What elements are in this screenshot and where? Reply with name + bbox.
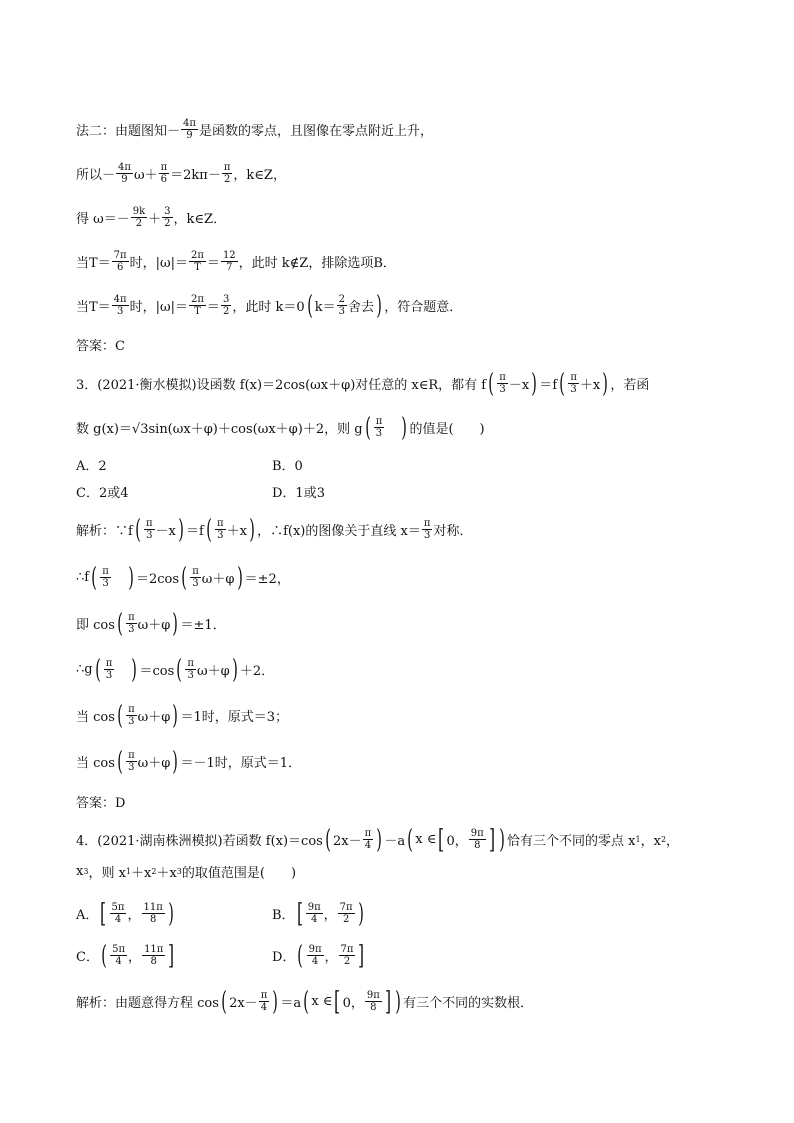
fraction-denominator: 3 [187,670,194,681]
math-text: ＝2cos [135,572,180,587]
math-text: 当 cos [76,756,115,771]
math-text: ， [323,908,337,923]
math-text: A． [76,908,99,923]
fraction [126,704,137,727]
math-text: ＋x [579,378,601,393]
bracket: ) [172,700,179,731]
math-text: 0， [342,996,364,1011]
fraction [112,250,129,273]
bracket: ( [407,824,413,855]
q4-option-c [76,940,177,971]
fraction-denominator: 9 [121,174,128,185]
math-text: ，符合题意． [384,300,463,315]
fraction-numerator: π [223,162,231,173]
bracket: ] [384,986,391,1017]
math-text: ω＋φ [197,664,230,679]
q3-solution-5 [76,700,289,731]
math-text: 4．(2021·湖南株洲模拟)若函数 f(x)＝cos [76,834,323,849]
method2-line2 [76,162,286,185]
fraction-numerator: 2π [190,250,204,261]
math-text: 法二：由题图知－ [76,124,181,139]
fraction [131,206,147,229]
math-text: ＝cos [139,664,175,679]
fraction [144,518,155,541]
fraction [568,372,579,395]
bracket: ] [358,940,365,971]
fraction-numerator: 3 [164,206,171,217]
fraction-numerator: 4π [113,294,127,305]
fraction-numerator: 5π [112,944,126,955]
math-text: 时，|ω|＝ [129,300,188,315]
fraction-numerator: 4π [118,162,131,173]
math-text: 解析：由题意得方程 cos [76,996,219,1011]
fraction-denominator: 3 [499,384,506,395]
bracket: ) [531,368,538,399]
fraction-denominator: 4 [114,914,122,925]
bracket: ) [168,898,174,929]
fraction-denominator: 3 [423,530,431,541]
math-text: 得 ω＝－ [76,212,130,227]
fraction-numerator: π [364,828,372,839]
math-text: 恰有三个不同的零点 x [507,834,636,849]
fraction [306,902,323,925]
fraction [365,990,382,1013]
math-text: 1 [125,867,131,876]
fraction [307,944,324,967]
fraction-denominator: 4 [364,840,372,851]
math-text: k＝ [314,300,336,315]
method2-line4 [76,250,396,273]
fraction-numerator: 11π [144,944,164,955]
math-text: ， [128,950,142,965]
bracket: ) [401,412,408,443]
answer-d [76,792,125,811]
bracket: ( [221,986,227,1017]
fraction-numerator: π [423,518,431,529]
fraction-denominator: 3 [570,384,577,395]
fraction-numerator: π [192,566,199,577]
bracket: ( [303,986,310,1017]
fraction [190,566,201,589]
math-text: D． [272,950,296,965]
math-text: 2 [660,835,667,844]
math-text: ， [324,950,338,965]
math-text: 数 g(x)＝√3sin(ωx＋φ)＋cos(ωx＋φ)＋2，则 g [76,422,363,437]
math-text: 即 cos [76,618,115,633]
fraction-denominator: 4 [260,1002,268,1013]
q4-option-d [272,940,367,971]
bracket: ( [117,746,123,777]
math-text: ，此时 k＝0 [232,300,305,315]
fraction-numerator: π [145,518,153,529]
fraction-denominator: 2 [135,218,143,229]
math-text: ＝f [186,524,204,539]
math-text: B． [272,908,295,923]
bracket: [ [100,898,107,929]
q3-options-row2b [272,482,325,501]
fraction-denominator: 4 [115,956,122,967]
math-text: 当T＝ [76,300,111,315]
option-b: B．0 [272,459,303,474]
q3-solution-4 [76,654,275,685]
math-text: －a [384,834,406,849]
q3-solution-2 [76,562,290,593]
math-text: －x [155,524,176,539]
fraction [189,294,206,317]
math-text: 时，|ω|＝ [129,256,188,271]
bracket: ) [172,746,179,777]
bracket: ( [117,608,123,639]
math-text: ω＋φ [137,710,171,725]
fraction-numerator: 3 [222,294,230,305]
fraction [110,944,127,967]
math-text: ＝a [280,996,302,1011]
math-text: ω＋φ [137,618,171,633]
option-d: D．1或3 [272,486,325,501]
bracket: [ [334,986,341,1017]
math-text: 当T＝ [76,256,111,271]
fraction-numerator: π [128,612,135,623]
fraction-denominator: 2 [223,174,231,185]
bracket: ( [94,654,101,685]
fraction-denominator: 3 [128,716,135,727]
fraction-denominator: 3 [105,670,113,681]
fraction [142,902,165,925]
fraction-denominator: 8 [149,914,157,925]
fraction [363,828,374,851]
bracket: ( [325,824,331,855]
fraction-numerator: π [128,704,135,715]
fraction-numerator: 11π [143,902,163,913]
math-text: 有三个不同的实数根． [403,996,534,1011]
math-text: ＝－1时，原式＝1． [180,756,302,771]
fraction-denominator: 6 [116,262,124,273]
bracket: ) [128,562,134,593]
fraction-numerator: π [499,372,506,383]
fraction-denominator: 2 [222,306,230,317]
answer-c [76,335,125,354]
math-text: 2 [151,867,157,876]
q3-line1 [76,368,650,399]
math-text: ＝ [206,256,220,271]
q3-options-row1 [76,455,107,474]
option-a: A．2 [76,459,107,474]
fraction-denominator: 8 [150,956,157,967]
fraction [259,990,270,1013]
fraction [110,902,127,925]
fraction [215,518,226,541]
fraction-denominator: 9 [186,130,193,141]
q3-options-row2 [76,482,129,501]
fraction [116,162,133,185]
fraction-denominator: 3 [192,578,199,589]
bracket: ( [101,940,107,971]
math-text: 答案：D [76,796,126,811]
fraction-numerator: 2π [190,294,204,305]
q4-option-a [76,898,176,929]
fraction-denominator: T [194,306,201,317]
fraction-denominator: 3 [102,578,109,589]
math-text: 的取值范围是( ) [181,866,297,881]
math-text: ，∴f(x)的图像关于直线 x＝ [257,524,421,539]
bracket: ) [236,562,243,593]
math-text: ＝±1． [180,618,226,633]
math-text: ＋ [148,212,162,227]
fraction [162,206,172,229]
fraction-denominator: 3 [116,306,124,317]
fraction-numerator: π [570,372,577,383]
math-text: ω＋ [133,168,158,183]
q3-options-row1b [272,455,303,474]
math-text: ω＋φ [201,572,235,587]
fraction [185,658,196,681]
fraction [142,944,165,967]
fraction [100,566,111,589]
math-text: 的值是( ) [409,422,485,437]
math-text: 3 [176,867,182,876]
fraction-numerator: π [160,162,168,173]
fraction [337,294,347,317]
math-text: ， [666,834,680,849]
fraction-denominator: 3 [375,428,383,439]
bracket: ( [135,514,141,545]
fraction-denominator: 3 [128,624,135,635]
bracket: ) [376,824,383,855]
fraction-numerator: π [102,566,109,577]
paren-open: ( [306,290,313,321]
fraction-denominator: 3 [338,306,346,317]
math-text: ，x [640,834,661,849]
fraction-denominator: 6 [160,174,168,185]
bracket: ( [297,940,304,971]
fraction-denominator: T [194,262,201,273]
q4-solution [76,986,534,1017]
fraction [339,944,356,967]
bracket: ( [206,514,212,545]
method2-line1 [76,118,433,141]
math-text: ＋x [131,866,152,881]
bracket: ] [488,824,495,855]
fraction [374,416,385,439]
bracket: ) [232,654,238,685]
fraction-denominator: 2 [342,914,350,925]
fraction-numerator: 12 [222,250,236,261]
math-text: ＋x [156,866,177,881]
bracket: ( [176,654,183,685]
fraction [221,294,231,317]
math-text: ，k∈Z． [173,212,227,227]
fraction [126,612,137,635]
math-text: ， [127,908,141,923]
q3-solution-3 [76,608,226,639]
math-text: 2x－ [229,996,258,1011]
fraction-numerator: 9π [470,828,484,839]
fraction [497,372,508,395]
math-text: ω＋φ [137,756,171,771]
fraction-numerator: 7π [339,902,353,913]
math-text: ＋2． [239,664,275,679]
fraction [189,250,206,273]
math-text: ，若函 [610,378,650,393]
fraction-denominator: 2 [343,956,351,967]
fraction [159,162,170,185]
math-text: ，k∈Z， [233,168,286,183]
fraction [221,250,238,273]
math-text: 1 [635,835,641,844]
bracket: ) [249,514,255,545]
fraction-numerator: 9π [307,902,321,913]
fraction [181,118,198,141]
fraction-denominator: 4 [311,914,318,925]
fraction-numerator: π [217,518,224,529]
math-text: x ∈ [415,832,437,847]
fraction-numerator: π [105,658,113,669]
bracket: ( [91,562,97,593]
fraction-numerator: π [375,416,383,427]
math-text: ，则 x [88,866,126,881]
fraction-numerator: π [128,750,135,761]
math-text: C． [76,950,99,965]
fraction-numerator: 2 [338,294,346,305]
fraction [104,658,115,681]
method2-line5 [76,290,463,321]
bracket: ( [364,412,371,443]
q4-line1 [76,824,680,855]
bracket: ) [272,986,279,1017]
bracket: ) [357,898,364,929]
fraction-denominator: 3 [146,530,153,541]
fraction [126,750,137,773]
fraction-numerator: 5π [111,902,125,913]
bracket: [ [438,824,445,855]
fraction-denominator: 8 [370,1002,377,1013]
math-text: 是函数的零点，且图像在零点附近上升， [198,124,433,139]
fraction-denominator: 7 [226,262,233,273]
q4-line2 [76,862,296,881]
fraction-numerator: 9π [366,990,380,1001]
fraction [422,518,433,541]
math-text: 解析：∵f [76,524,133,539]
q3-solution-6 [76,746,302,777]
math-text: 当 cos [76,710,115,725]
math-text: ＝2kπ－ [170,168,221,183]
fraction-denominator: 3 [128,762,135,773]
bracket: [ [296,898,303,929]
math-text: 答案：C [76,339,125,354]
fraction-numerator: π [187,658,194,669]
fraction-numerator: 9k [132,206,146,217]
math-text: ∴g [76,662,93,677]
fraction-numerator: 7π [340,944,354,955]
bracket: ) [602,368,609,399]
fraction [338,902,355,925]
fraction [222,162,233,185]
bracket: ) [131,654,138,685]
math-text: ＋x [226,524,247,539]
q3-solution-1 [76,514,473,545]
math-text: x ∈ [311,994,333,1009]
fraction-denominator: 4 [311,956,319,967]
bracket: ( [117,700,123,731]
fraction [112,294,129,317]
bracket: ) [172,608,179,639]
fraction-numerator: 4π [183,118,196,129]
math-text: 对称． [433,524,473,539]
math-text: 舍去 [348,300,375,315]
math-text: ，此时 k∉Z，排除选项B． [238,256,396,271]
fraction-numerator: 9π [308,944,322,955]
math-text: ∴f [76,570,90,585]
math-text: ＝±2， [244,572,290,587]
math-text: 3 [83,867,89,876]
fraction-numerator: π [260,990,268,1001]
fraction [469,828,486,851]
bracket: ) [499,824,505,855]
math-text: ＝ [206,300,220,315]
bracket: ( [181,562,187,593]
q3-line2 [76,412,485,443]
bracket: ( [488,368,494,399]
bracket: ) [178,514,184,545]
paren-close: ) [376,290,382,321]
fraction-denominator: 3 [217,530,224,541]
math-text: ＝1时，原式＝3； [180,710,289,725]
q4-option-b [272,898,366,929]
option-c: C．2或4 [76,486,129,501]
math-text: 0， [446,834,468,849]
bracket: ( [559,368,566,399]
fraction-denominator: 8 [474,840,481,851]
bracket: ] [168,940,175,971]
fraction-denominator: 2 [164,218,171,229]
fraction-numerator: 7π [113,250,127,261]
math-text: 2x－ [333,834,362,849]
method2-line3 [76,206,226,229]
bracket: ) [395,986,401,1017]
math-text: ＝f [539,378,558,393]
math-text: 3．(2021·衡水模拟)设函数 f(x)＝2cos(ωx＋φ)对任意的 x∈R，都有 f [76,378,487,393]
math-text: 所以－ [76,168,116,183]
math-text: －x [508,378,530,393]
math-text: x [76,864,84,879]
